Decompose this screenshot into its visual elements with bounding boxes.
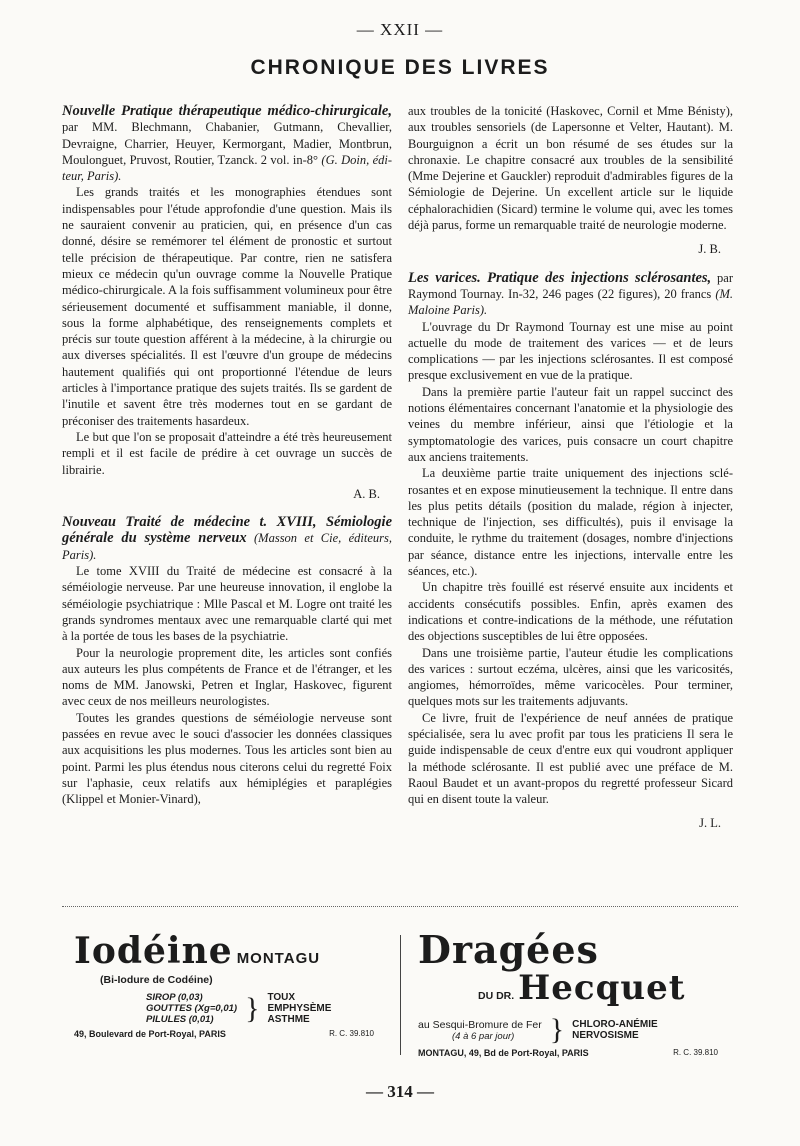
article-1-publisher: (G. Doin, éditeur, Paris). [62,152,393,184]
advert-iodeine-maker: MONTAGU [236,950,321,967]
right-column [408,103,733,844]
article-2-continuation: aux troubles de la tonicité (Haskovec, Cornil et Mme Bénisty), aux troubles sensoriels (de Lapersonne et Velter, Hautant). M. Bourguignon a écrit un bon résumé de ses études sur la chronaxie. Le chapitre consacré aux troubles de la sensibilité (Mme Dejerine et Gauckler) reproduit d'admirables figures de la Sémiologie de Dejerine. Un excellent article sur le liquide céphalorachidien (Sicard) termine le volume qui, avec les tomes déjà parus, forme un remarquable traité de neurologie moderne. [408,104,733,233]
advert-hecquet-brand: Hecquet [518,968,686,1008]
article-2-signature: J. B. [698,242,721,257]
article-2-publisher: (Masson et Cie, éditeurs, Paris). [62,531,392,562]
page-title: CHRONIQUE DES LIVRES [250,56,550,79]
advert-divider [400,935,401,1055]
article-2-title: Nouveau Traité de médecine t. XVIII, Sémiologie générale du système nerveux [62,514,392,547]
article-1-paragraph: Le but que l'on se proposait d'atteindre a été très heureusement rempli et il est facile de prédire à cet ouvrage un succès de librairie. [62,429,392,477]
article-2-header [62,514,392,563]
advert-separator-rule [62,906,738,907]
article-3-paragraph: La deuxième partie traite uniquement des injections sclérosantes et en expose minutieusement la technique. Il entre dans les plus petits détails (position du malade, région à injecter, technique de l'injection, ses difficultés), puis il envisage la conduite, le rythme du traitement (dosages, nombre d'injections par séance, distance entre les injections, intervalle entre les séances, etc.). [408,466,733,579]
article-1-signature: A. B. [353,486,380,501]
article-3-authors: par Raymond Tournay. In-32, 246 pages (22 figures), 20 francs [408,270,734,301]
roman-page-number: — XXII — [356,20,444,39]
article-3-paragraph: Dans une troisième partie, l'auteur étudie les complications des varices : surtout eczéma, ulcères, ainsi que les varicosités, angiomes, hémorroïdes, même varicocèles. Pour terminer, quelques mots sur les traitements adjuvants. [408,645,733,709]
brace-glyph: } [245,991,260,1025]
advert-iodeine-indication: TOUX [267,992,296,1003]
article-1-title: Nouvelle Pratique thérapeutique médico-chirurgicale, [62,103,392,119]
article-3-paragraph: Un chapitre très fouillé est réservé ensuite aux incidents et accidents consécutifs possibles. Enfin, après examen des indications et contre-indications de la méthode, une réfutation des objections susceptibles de lui être opposées. [408,580,733,644]
article-3-title: Les varices. Pratique des injections sclérosantes, [408,269,712,286]
article-3-publisher: (M. Maloine Paris). [408,286,734,318]
advert-dragees-address: MONTAGU, 49, Bd de Port-Royal, PARIS [418,1048,589,1058]
advert-iodeine-address: 49, Boulevard de Port-Royal, PARIS [74,1029,226,1039]
advert-iodeine-indication: ASTHME [267,1014,310,1025]
left-column [62,103,392,807]
article-3-paragraph: Ce livre, fruit de l'expérience de neuf années de pratique spécialisée, sera lu avec profit par tous les praticiens Il sera le guide indispensable de ceux d'entre eux qui voudront appliquer la méthode sclérosante. Il est publié avec une préface de M. Raoul Baudet et un avant-propos du regretté professeur Sicard qui en disent toute la valeur. [408,710,733,807]
advert-dragees-brand: Dragées [418,927,599,972]
advert-dragees-indication: NERVOSISME [572,1030,639,1041]
advert-dragees-dose: (4 à 6 par jour) [452,1030,515,1042]
article-2-paragraph: Toutes les grandes questions de séméiologie nerveuse sont passées en revue avec le souci d'associer les données classiques aux acquisitions les plus modernes. Tous les articles sont bien au point. Parmi les plus étendus nous citerons celui du regretté Foix sur l'aphasie, ceux relatifs aux hémiplégies et paraplégies (Klippel et Monier-Vinard), [62,710,392,807]
advert-iodeine-brand: Iodéine [74,930,233,972]
article-3-signature: J. L. [699,816,721,831]
advert-iodeine-rc: R. C. 39.810 [329,1029,374,1038]
advert-iodeine-dose: GOUTTES (Xg=0,01) [146,1003,238,1014]
article-1-authors: par MM. Blechmann, Chabanier, Gutmann, Chevallier, Devraigne, Charrier, Heuyer, Kermorgant, Madier, Montbrun, Moulonguet, Pruvost, Routier, Tzanck. 2 vol. in-8° [62,120,392,167]
article-2-paragraph: Le tome XVIII du Traité de médecine est consacré à la séméiologie nerveuse. Par une heureuse innovation, il englobe la séméiologie psychiatrique : Mlle Pascal et M. Logre ont traité les grands syndromes mentaux avec une remarquable clarté qui met à la portée de tous les bases de la psychiatrie. [62,564,392,644]
advert-iodeine-doses [146,992,237,1025]
article-3-paragraph: L'ouvrage du Dr Raymond Tournay est une mise au point actuelle du mode de traitement des varices — et de leurs complications — par les injections sclérosantes. Il est composé presque exclusivement en vue de la pratique. [408,319,733,383]
advert-iodeine-dose: SIROP (0,03) [146,992,203,1003]
advert-iodeine-dose: PILULES (0,01) [146,1014,214,1025]
article-2-paragraph: Pour la neurologie proprement dite, les articles sont confiés aux auteurs les plus compétents de France et de l'étranger, et les noms de MM. Janowski, Petren et Inglar, Haskovec, figurent avec ceux de nos meilleurs neurologistes. [62,645,392,709]
advert-dragees-hecquet [418,927,738,1060]
advert-dragees-subtitle: au Sesqui-Bromure de Fer [418,1018,542,1031]
advert-iodeine-indications [267,992,331,1025]
article-1-header [62,103,392,184]
advert-dragees-rc: R. C. 39.810 [673,1048,718,1057]
advert-dragees-du: DU DR. [478,990,515,1002]
advert-iodeine-subtitle: (Bi-Iodure de Codéine) [100,974,213,986]
article-3-header [408,270,733,319]
article-1-paragraph: Les grands traités et les monographies étendues sont indispensables pour l'étude approfondie d'une question. Mais ils ne sauraient convenir au praticien, qui, en présence d'un cas donné, désire se remémorer tel élément de pronostic et surtout telle précision de thérapeutique. Par contre, rien ne satisfera mieux ce médecin qu'un ouvrage comme la Nouvelle Pratique médico-chirurgicale. A la fois suffisamment volumineux pour être sérieusement documenté et suffisamment maniable, il donne, sous la forme alphabétique, des renseignements complets et précis sur toute question afférent à la médecine, à la chirurgie ou aux diverses spécialités. Il est l'œuvre d'un groupe de médecins hautement qualifiés qui ont proportionné l'étendue de leurs articles à l'importance pratique des sujets traités. Ils se gardent de l'inutile et savent être très modernes tout en se gardant de préconiser des traitements hasardeux. [62,185,393,428]
advert-iodeine [74,930,384,1060]
article-3-paragraph: Dans la première partie l'auteur fait un rappel succinct des notions élémentaires concernant l'anatomie et la physiologie des veines du membre inférieur, ainsi que l'étiologie et la symptomatologie des varices, puis consacre un court chapitre aux anciens traitements. [408,384,733,464]
brace-glyph: } [549,1013,565,1046]
page-number: — 314 — [366,1082,434,1101]
advert-dragees-indication: CHLORO-ANÉMIE [572,1019,658,1030]
advert-iodeine-indication: EMPHYSÈME [267,1003,332,1014]
